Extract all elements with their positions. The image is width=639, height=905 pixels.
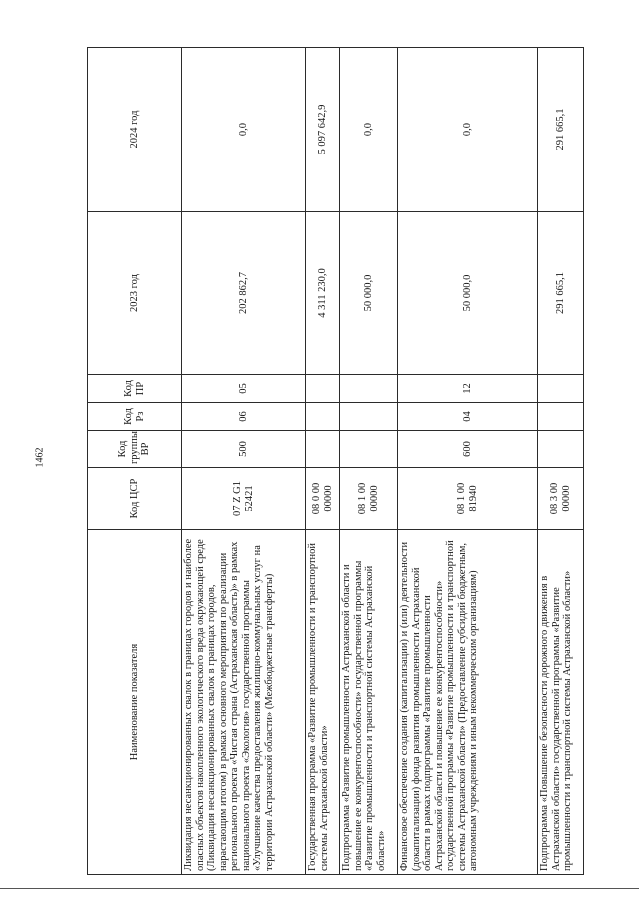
row-2024: 5 097 642,9 [306,48,340,212]
row-rz [306,403,340,431]
row-2023: 4 311 230,0 [306,212,340,375]
table-row [538,48,584,875]
header-2024: 2024 год [88,48,182,212]
row-vr [538,431,584,468]
header-2023: 2023 год [88,212,182,375]
page-number: 1462 [34,447,46,468]
row-csr: 08 3 00 00000 [538,468,584,530]
table-row [398,48,538,875]
row-2023: 291 665,1 [538,212,584,375]
budget-table-container [87,48,573,875]
row-2023: 202 862,7 [182,212,306,375]
header-rz: Код Рз [88,403,182,431]
row-2023: 50 000,0 [398,212,538,375]
row-name: Ликвидация несанкционированных свалок в границах городов и наиболее опасных объектов накопленного экологического вреда окружающей среде (Ликвидация несанкционированных свалок в границах городов, нарастающим итогом) в рамках основного мероприятия по реализации регионального проекта «Чистая страна (Астраханская область)» в рамках национального проекта «Экология» государственной программы «Улучшение качества предоставления жилищно-коммунальных услуг на территории Астраханской области» (Межбюджетные трансферты) [182,530,306,875]
row-vr: 600 [398,431,538,468]
row-vr: 500 [182,431,306,468]
budget-table [87,47,584,875]
bottom-divider [0,888,639,889]
header-name: Наименование показателя [88,530,182,875]
row-csr: 08 0 00 00000 [306,468,340,530]
row-2024: 291 665,1 [538,48,584,212]
row-rz [538,403,584,431]
row-pr [306,375,340,403]
row-vr [340,431,398,468]
row-pr [340,375,398,403]
row-pr: 05 [182,375,306,403]
row-csr: 08 1 00 00000 [340,468,398,530]
row-2024: 0,0 [182,48,306,212]
row-2024: 0,0 [340,48,398,212]
row-rz [340,403,398,431]
row-pr: 12 [398,375,538,403]
table-row [182,48,306,875]
table-header-row [88,48,182,875]
row-name: Финансовое обеспечение создания (капитализации) и (или) деятельности (докапитализации) фонда развития промышленности Астраханской области в рамках подпрограммы «Развитие промышленности Астраханской области и повышение ее конкурентоспособности» государственной программы «Развитие промышленности и транспортной системы Астраханской области» (Предоставление субсидий бюджетным, автономным учреждениям и иным некоммерческим организациям) [398,530,538,875]
table-row [340,48,398,875]
row-name: Подпрограмма «Развитие промышленности Астраханской области и повышение ее конкурентоспособности» государственной программы «Развитие промышленности и транспортной системы Астраханской области» [340,530,398,875]
row-name: Подпрограмма «Повышение безопасности дорожного движения в Астраханской области» государственной программы «Развитие промышленности и транспортной системы Астраханской области» [538,530,584,875]
row-rz: 04 [398,403,538,431]
row-pr [538,375,584,403]
header-pr: Код ПР [88,375,182,403]
rotated-table-frame [87,48,573,875]
table-row [306,48,340,875]
row-name: Государственная программа «Развитие промышленности и транспортной системы Астраханской области» [306,530,340,875]
row-rz: 06 [182,403,306,431]
row-csr: 07 Z G1 52421 [182,468,306,530]
row-2023: 50 000,0 [340,212,398,375]
row-csr: 08 1 00 81940 [398,468,538,530]
header-csr: Код ЦСР [88,468,182,530]
row-vr [306,431,340,468]
row-2024: 0,0 [398,48,538,212]
header-vr: Код группы ВР [88,431,182,468]
